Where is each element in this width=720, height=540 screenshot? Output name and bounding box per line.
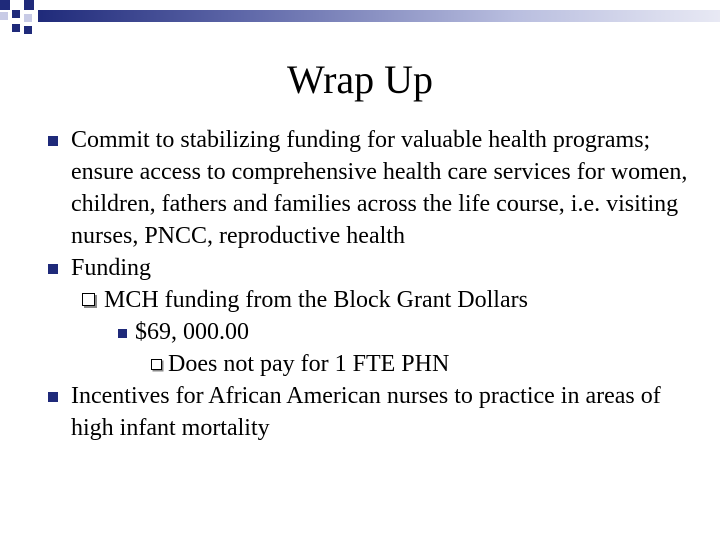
decor-square-2 [12,10,20,18]
decor-square-7 [24,26,32,34]
slide-title: Wrap Up [286,57,434,102]
bullet-text: Funding [71,255,152,281]
hollow-square-bullet-icon [82,293,95,306]
decor-square-5 [24,14,32,22]
filled-square-bullet-icon [118,329,127,338]
hollow-square-bullet-icon [151,359,162,370]
header-banner-bar [38,10,720,22]
bullet-list [48,124,688,444]
filled-square-bullet-icon [48,392,58,402]
bullet-text: $69, 000.00 [135,319,249,345]
decor-square-3 [24,0,34,10]
bullet-text: MCH funding from the Block Grant Dollars [104,287,528,313]
bullet-text: Commit to stabilizing funding for valuable health programs; ensure access to comprehensive health care services for women, children, fathers and families across the life course, i.e. visiting nurses, PNCC, reproductive health [71,127,688,249]
sub-bullet-item [48,284,688,316]
bullet-text: Incentives for African American nurses to practice in areas of high infant mortality [71,383,661,441]
bullet-item [48,380,688,444]
decor-square-1 [0,0,10,10]
filled-square-bullet-icon [48,136,58,146]
sub-sub-bullet-item [48,316,688,348]
bullet-item [48,252,688,284]
sub-sub-sub-bullet-item [48,348,688,380]
filled-square-bullet-icon [48,264,58,274]
decor-square-6 [12,24,20,32]
bullet-item [48,124,688,252]
bullet-text: Does not pay for 1 FTE PHN [168,351,450,377]
decor-square-4 [0,12,8,20]
